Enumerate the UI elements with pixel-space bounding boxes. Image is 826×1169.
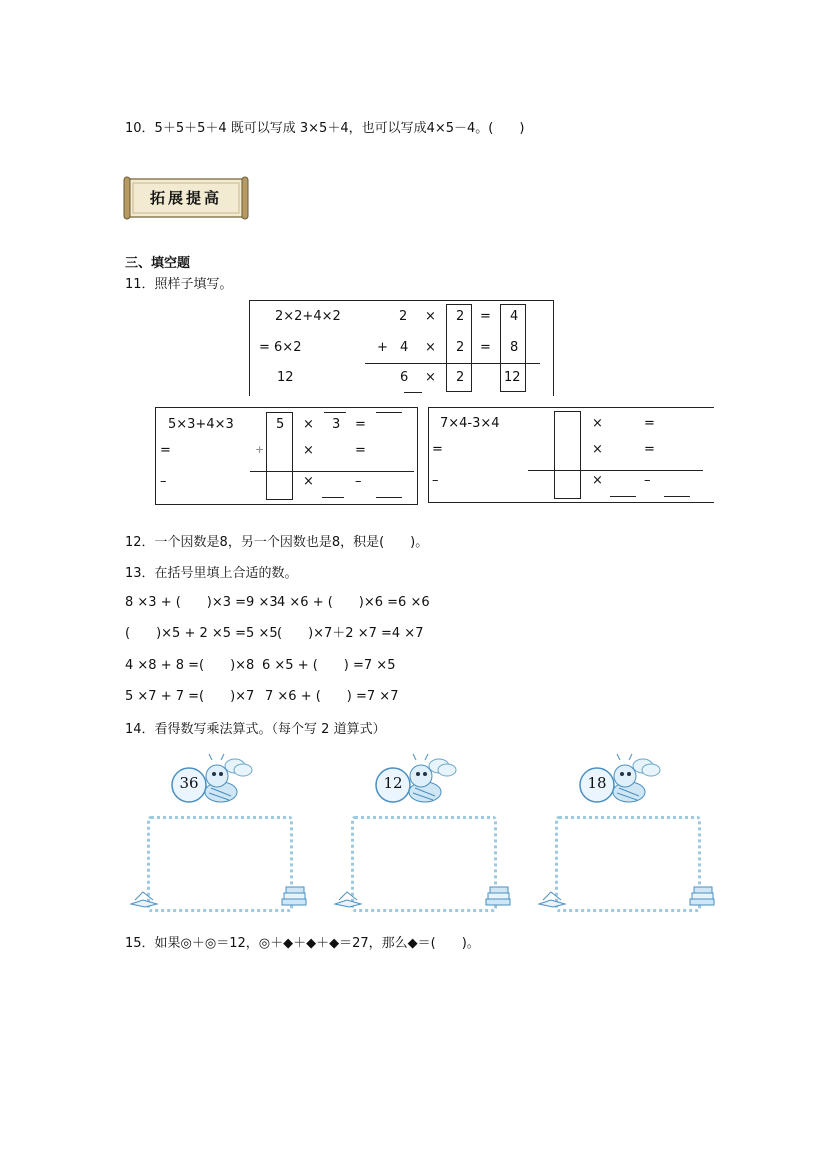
sample-cell: 12 — [504, 370, 521, 385]
bee-icon — [329, 752, 519, 812]
exercise-1-times: × — [303, 474, 314, 489]
section-title: 三、填空题 — [125, 256, 191, 271]
question-11: 11．照样子填写。 — [125, 277, 233, 292]
exercise-table-1 — [155, 407, 418, 505]
exercise-1-dash: – — [160, 474, 167, 489]
sample-cell: 8 — [510, 340, 519, 355]
sample-expression: 2×2+4×2 — [275, 309, 341, 324]
exercise-2-equals: = — [432, 442, 443, 457]
book-stack-icon — [687, 886, 717, 908]
book-stack-icon — [483, 886, 513, 908]
sample-cell: 6 — [400, 370, 409, 385]
exercise-1-plus: + — [255, 443, 265, 456]
exercise-table-2 — [428, 407, 714, 503]
sample-result: 12 — [277, 370, 294, 385]
answer-frame[interactable] — [147, 816, 293, 912]
bee-card — [125, 752, 315, 917]
sample-cell: = — [480, 340, 491, 355]
q13-row-4-left: 5 ×7 + 7 =( )×7 — [125, 689, 255, 704]
sample-cell: 2 — [456, 340, 465, 355]
open-book-icon — [129, 888, 159, 908]
sample-cell: × — [425, 340, 436, 355]
question-12: 12．一个因数是8，另一个因数也是8，积是( )。 — [125, 535, 429, 550]
open-book-icon — [537, 888, 567, 908]
q13-row-3-left: 4 ×8 + 8 =( )×8 — [125, 658, 255, 673]
exercise-2-equals-sign: = — [644, 442, 655, 457]
q13-row-2-right: ( )×7＋2 ×7 =4 ×7 — [277, 626, 424, 641]
exercise-1-equals-sign: = — [355, 443, 366, 458]
q13-row-1-right: 4 ×6 + ( )×6 =6 ×6 — [277, 595, 430, 610]
exercise-1-equals-sign: = — [355, 417, 366, 432]
bee-card — [533, 752, 723, 917]
bee-number: 12 — [383, 774, 403, 792]
exercise-2-times: × — [592, 416, 603, 431]
book-stack-icon — [279, 886, 309, 908]
open-book-icon — [333, 888, 363, 908]
exercise-1-times: × — [303, 417, 314, 432]
question-14: 14．看得数写乘法算式。（每个写 2 道算式） — [125, 722, 386, 737]
q13-row-3-right: 6 ×5 + ( ) =7 ×5 — [262, 658, 396, 673]
answer-box[interactable] — [554, 411, 581, 499]
sample-cell: 2 — [399, 309, 408, 324]
bee-number: 36 — [179, 774, 199, 792]
exercise-2-dash: – — [432, 473, 439, 488]
bee-icon — [125, 752, 315, 812]
question-13: 13．在括号里填上合适的数。 — [125, 566, 298, 581]
q13-row-1-left: 8 ×3 + ( )×3 =9 ×3 — [125, 595, 278, 610]
exercise-1-number: 5 — [276, 417, 285, 432]
exercise-2-times: × — [592, 473, 603, 488]
q13-row-4-right: 7 ×6 + ( ) =7 ×7 — [265, 689, 399, 704]
exercise-2-equals-sign: = — [644, 416, 655, 431]
sample-cell: 2 — [456, 370, 465, 385]
exercise-1-dash: – — [355, 474, 362, 489]
sample-step: = 6×2 — [259, 340, 302, 355]
question-10: 10．5＋5＋5＋4 既可以写成 3×5＋4，也可以写成4×5－4。( ) — [125, 121, 525, 136]
sample-cell: × — [425, 370, 436, 385]
question-15: 15．如果◎＋◎＝12，◎＋◆＋◆＋◆＝27，那么◆＝( )。 — [125, 936, 480, 951]
bee-number: 18 — [587, 774, 607, 792]
sample-cell: × — [425, 309, 436, 324]
exercise-1-number: 3 — [332, 417, 341, 432]
bee-icon — [533, 752, 723, 812]
exercise-2-expression: 7×4-3×4 — [440, 416, 500, 431]
exercise-1-expression: 5×3+4×3 — [168, 417, 234, 432]
exercise-1-equals: = — [160, 443, 171, 458]
section-badge — [123, 176, 249, 220]
sample-cell: = — [480, 309, 491, 324]
sample-cell: + — [377, 340, 388, 355]
section-badge-label: 拓展提高 — [149, 189, 222, 207]
sample-cell: 4 — [400, 340, 409, 355]
answer-frame[interactable] — [555, 816, 701, 912]
sample-cell: 4 — [510, 309, 519, 324]
exercise-2-minus: – — [644, 473, 651, 488]
sample-cell: 2 — [456, 309, 465, 324]
bee-card — [329, 752, 519, 917]
exercise-2-times: × — [592, 442, 603, 457]
answer-frame[interactable] — [351, 816, 497, 912]
q13-row-2-left: ( )×5 + 2 ×5 =5 ×5 — [125, 626, 278, 641]
sample-table — [249, 300, 555, 396]
exercise-1-times: × — [303, 443, 314, 458]
